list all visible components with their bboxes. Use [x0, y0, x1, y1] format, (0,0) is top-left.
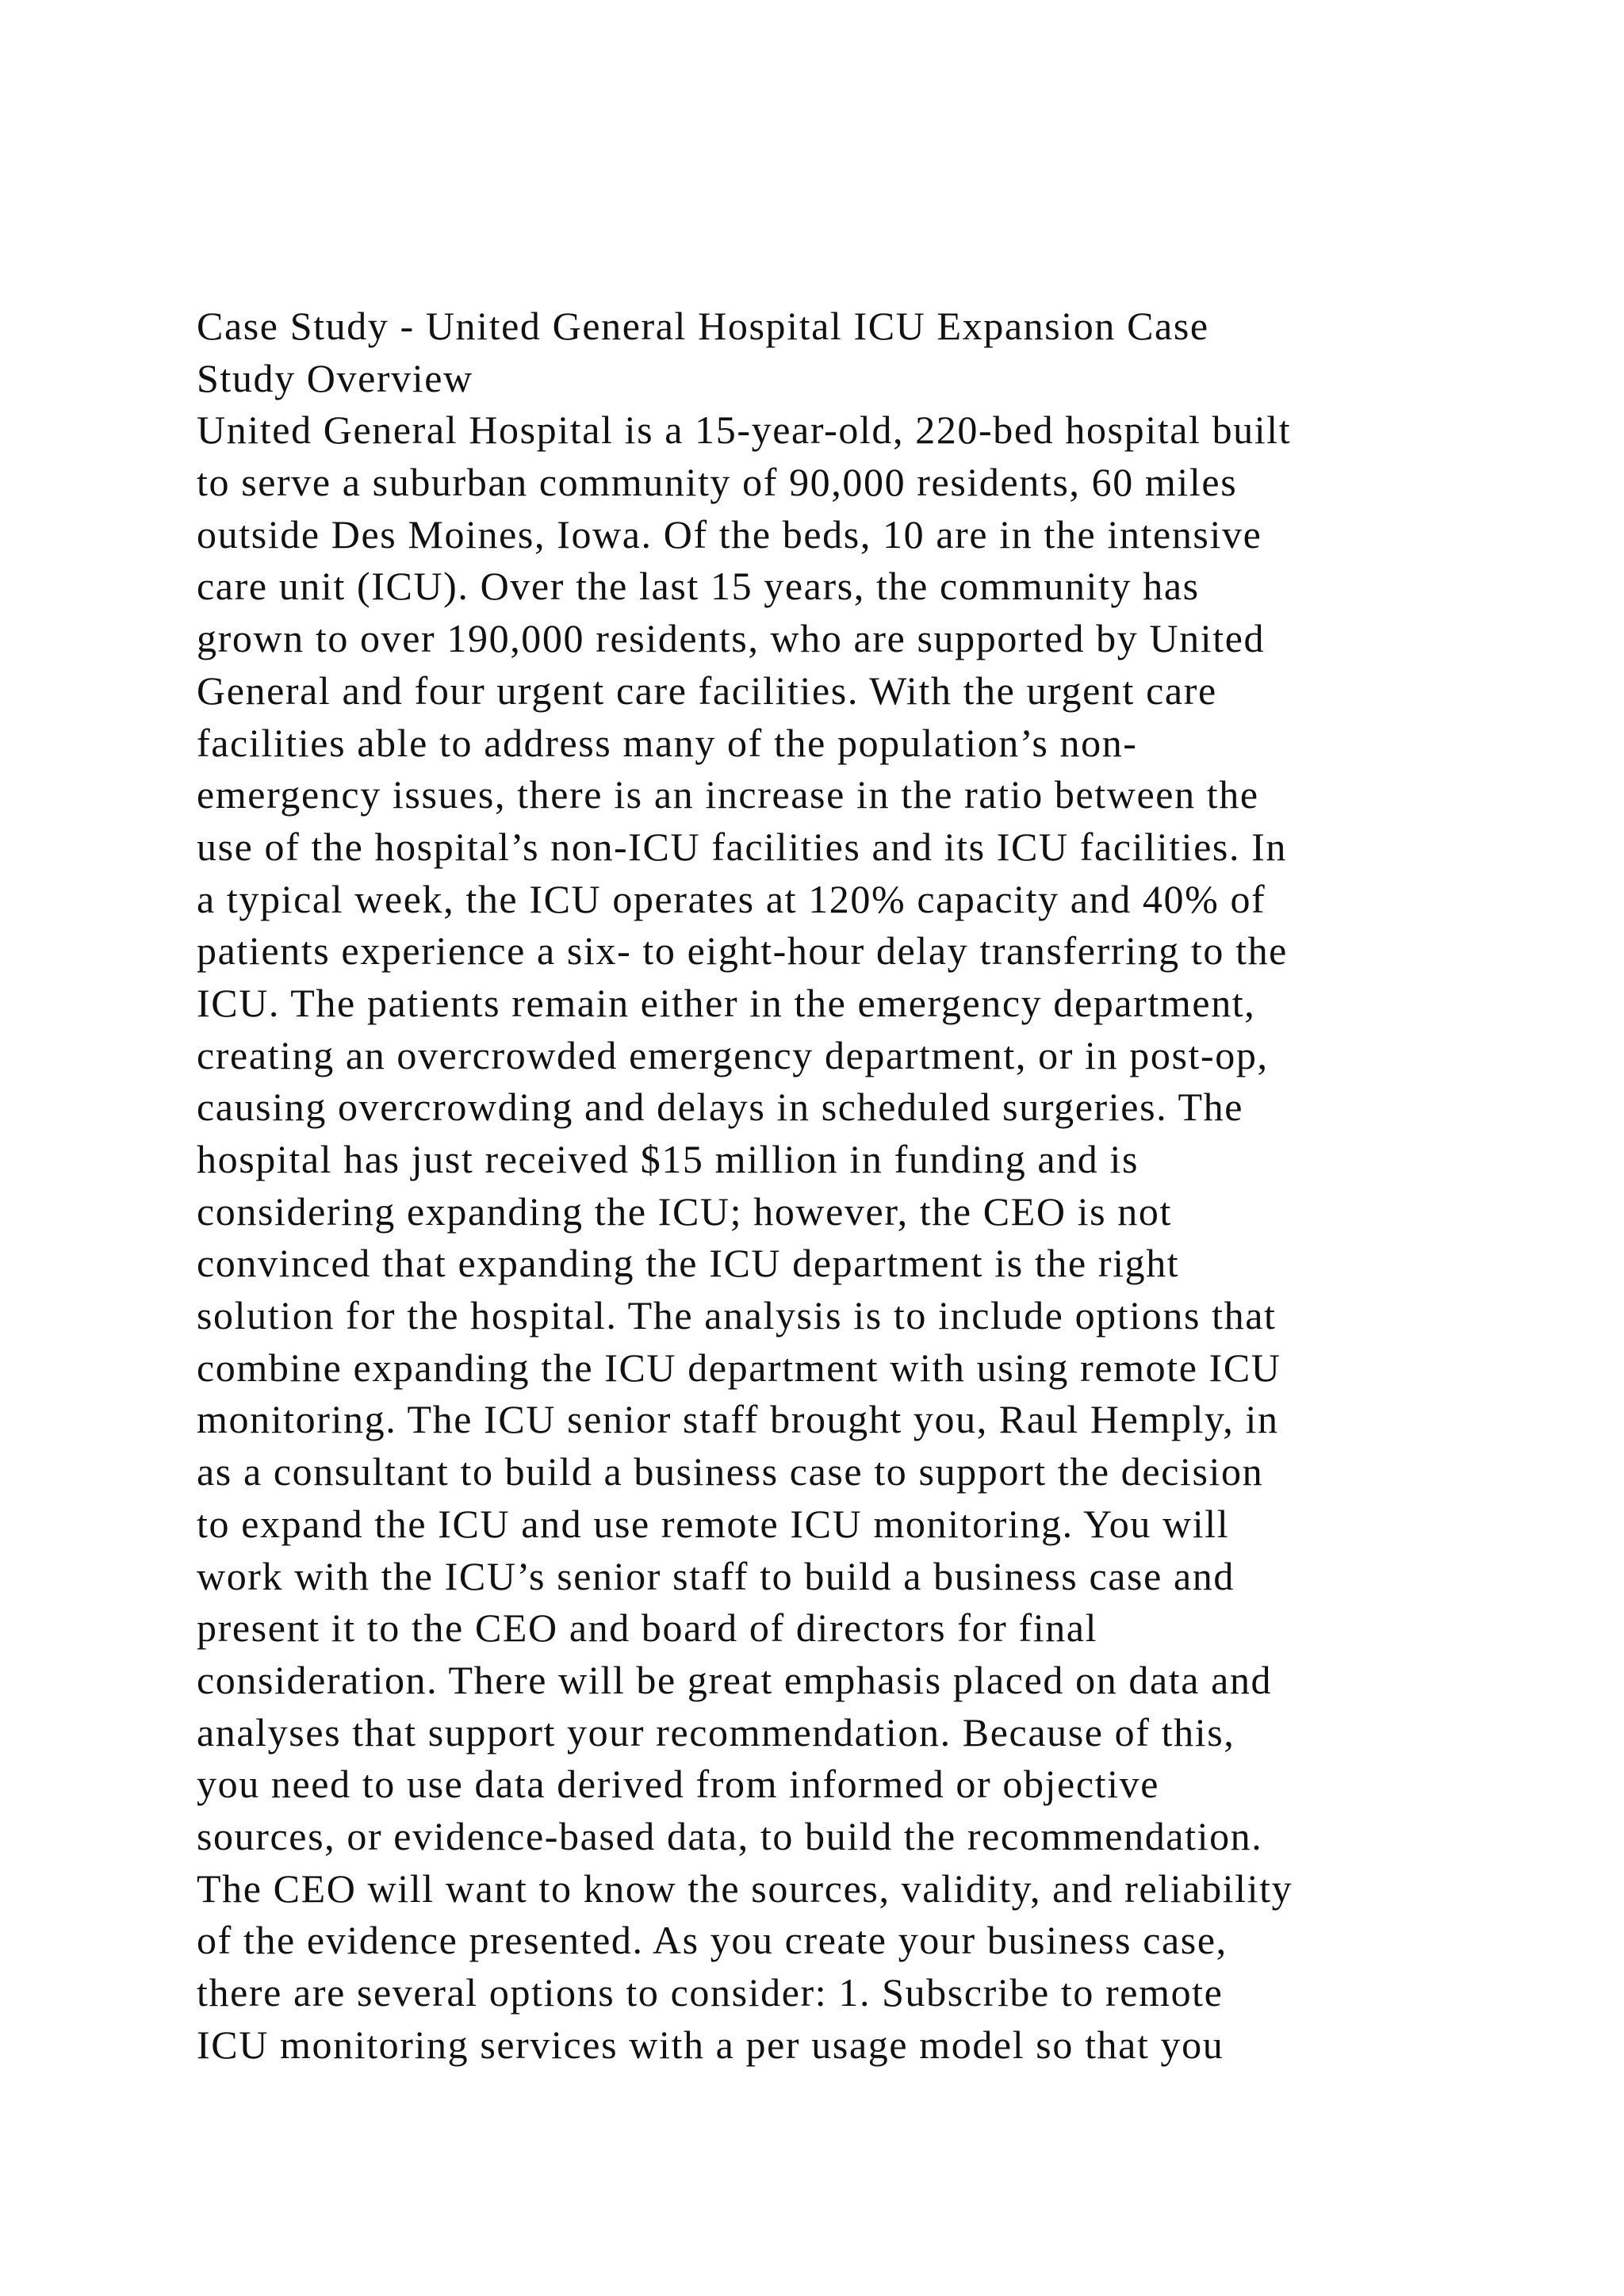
text-line: to expand the ICU and use remote ICU monitoring. You will	[197, 1501, 1230, 1546]
text-line: you need to use data derived from informed or objective	[197, 1762, 1160, 1807]
text-line: Case Study - United General Hospital ICU Expansion Case	[197, 304, 1209, 348]
text-line: creating an overcrowded emergency department, or in post-op,	[197, 1032, 1269, 1077]
text-line: monitoring. The ICU senior staff brought you, Raul Hemply, in	[197, 1397, 1279, 1442]
text-line: sources, or evidence-based data, to build the recommendation.	[197, 1813, 1263, 1858]
text-line: analyses that support your recommendation. Because of this,	[197, 1709, 1235, 1755]
text-line: combine expanding the ICU department with using remote ICU	[197, 1345, 1281, 1390]
text-line: a typical week, the ICU operates at 120% capacity and 40% of	[197, 876, 1266, 921]
text-line: grown to over 190,000 residents, who are supported by United	[197, 616, 1266, 661]
text-line: to serve a suburban community of 90,000 residents, 60 miles	[197, 460, 1238, 505]
text-line: as a consultant to build a business case to support the decision	[197, 1449, 1264, 1494]
document-body-text	[197, 300, 1465, 2071]
text-line: work with the ICU’s senior staff to build a business case and	[197, 1553, 1235, 1598]
text-line: convinced that expanding the ICU department is the right	[197, 1241, 1180, 1286]
text-line: use of the hospital’s non-ICU facilities and its ICU facilities. In	[197, 824, 1287, 869]
text-line: present it to the CEO and board of directors for final	[197, 1605, 1098, 1651]
text-line: facilities able to address many of the population’s non-	[197, 720, 1138, 765]
text-line: General and four urgent care facilities. With the urgent care	[197, 668, 1217, 713]
text-line: considering expanding the ICU; however, the CEO is not	[197, 1188, 1173, 1234]
text-line: hospital has just received $15 million in funding and is	[197, 1137, 1139, 1181]
text-line: ICU. The patients remain either in the emergency department,	[197, 980, 1256, 1025]
text-line: causing overcrowding and delays in scheduled surgeries. The	[197, 1085, 1243, 1130]
text-line: patients experience a six- to eight-hour delay transferring to the	[197, 928, 1288, 974]
text-line: outside Des Moines, Iowa. Of the beds, 10 are in the intensive	[197, 511, 1262, 557]
text-line: consideration. There will be great emphasis placed on data and	[197, 1657, 1273, 1702]
text-line: care unit (ICU). Over the last 15 years, the community has	[197, 564, 1200, 609]
text-line: there are several options to consider: 1. Subscribe to remote	[197, 1970, 1224, 2015]
text-line: of the evidence presented. As you create your business case,	[197, 1918, 1228, 1963]
text-line: Study Overview	[197, 355, 473, 400]
text-line: emergency issues, there is an increase in the ratio between the	[197, 772, 1259, 817]
text-line: United General Hospital is a 15-year-old, 220-bed hospital built	[197, 408, 1292, 453]
text-line: The CEO will want to know the sources, validity, and reliability	[197, 1866, 1293, 1911]
text-line: ICU monitoring services with a per usage model so that you	[197, 2022, 1224, 2067]
text-line: solution for the hospital. The analysis is to include options that	[197, 1293, 1277, 1338]
